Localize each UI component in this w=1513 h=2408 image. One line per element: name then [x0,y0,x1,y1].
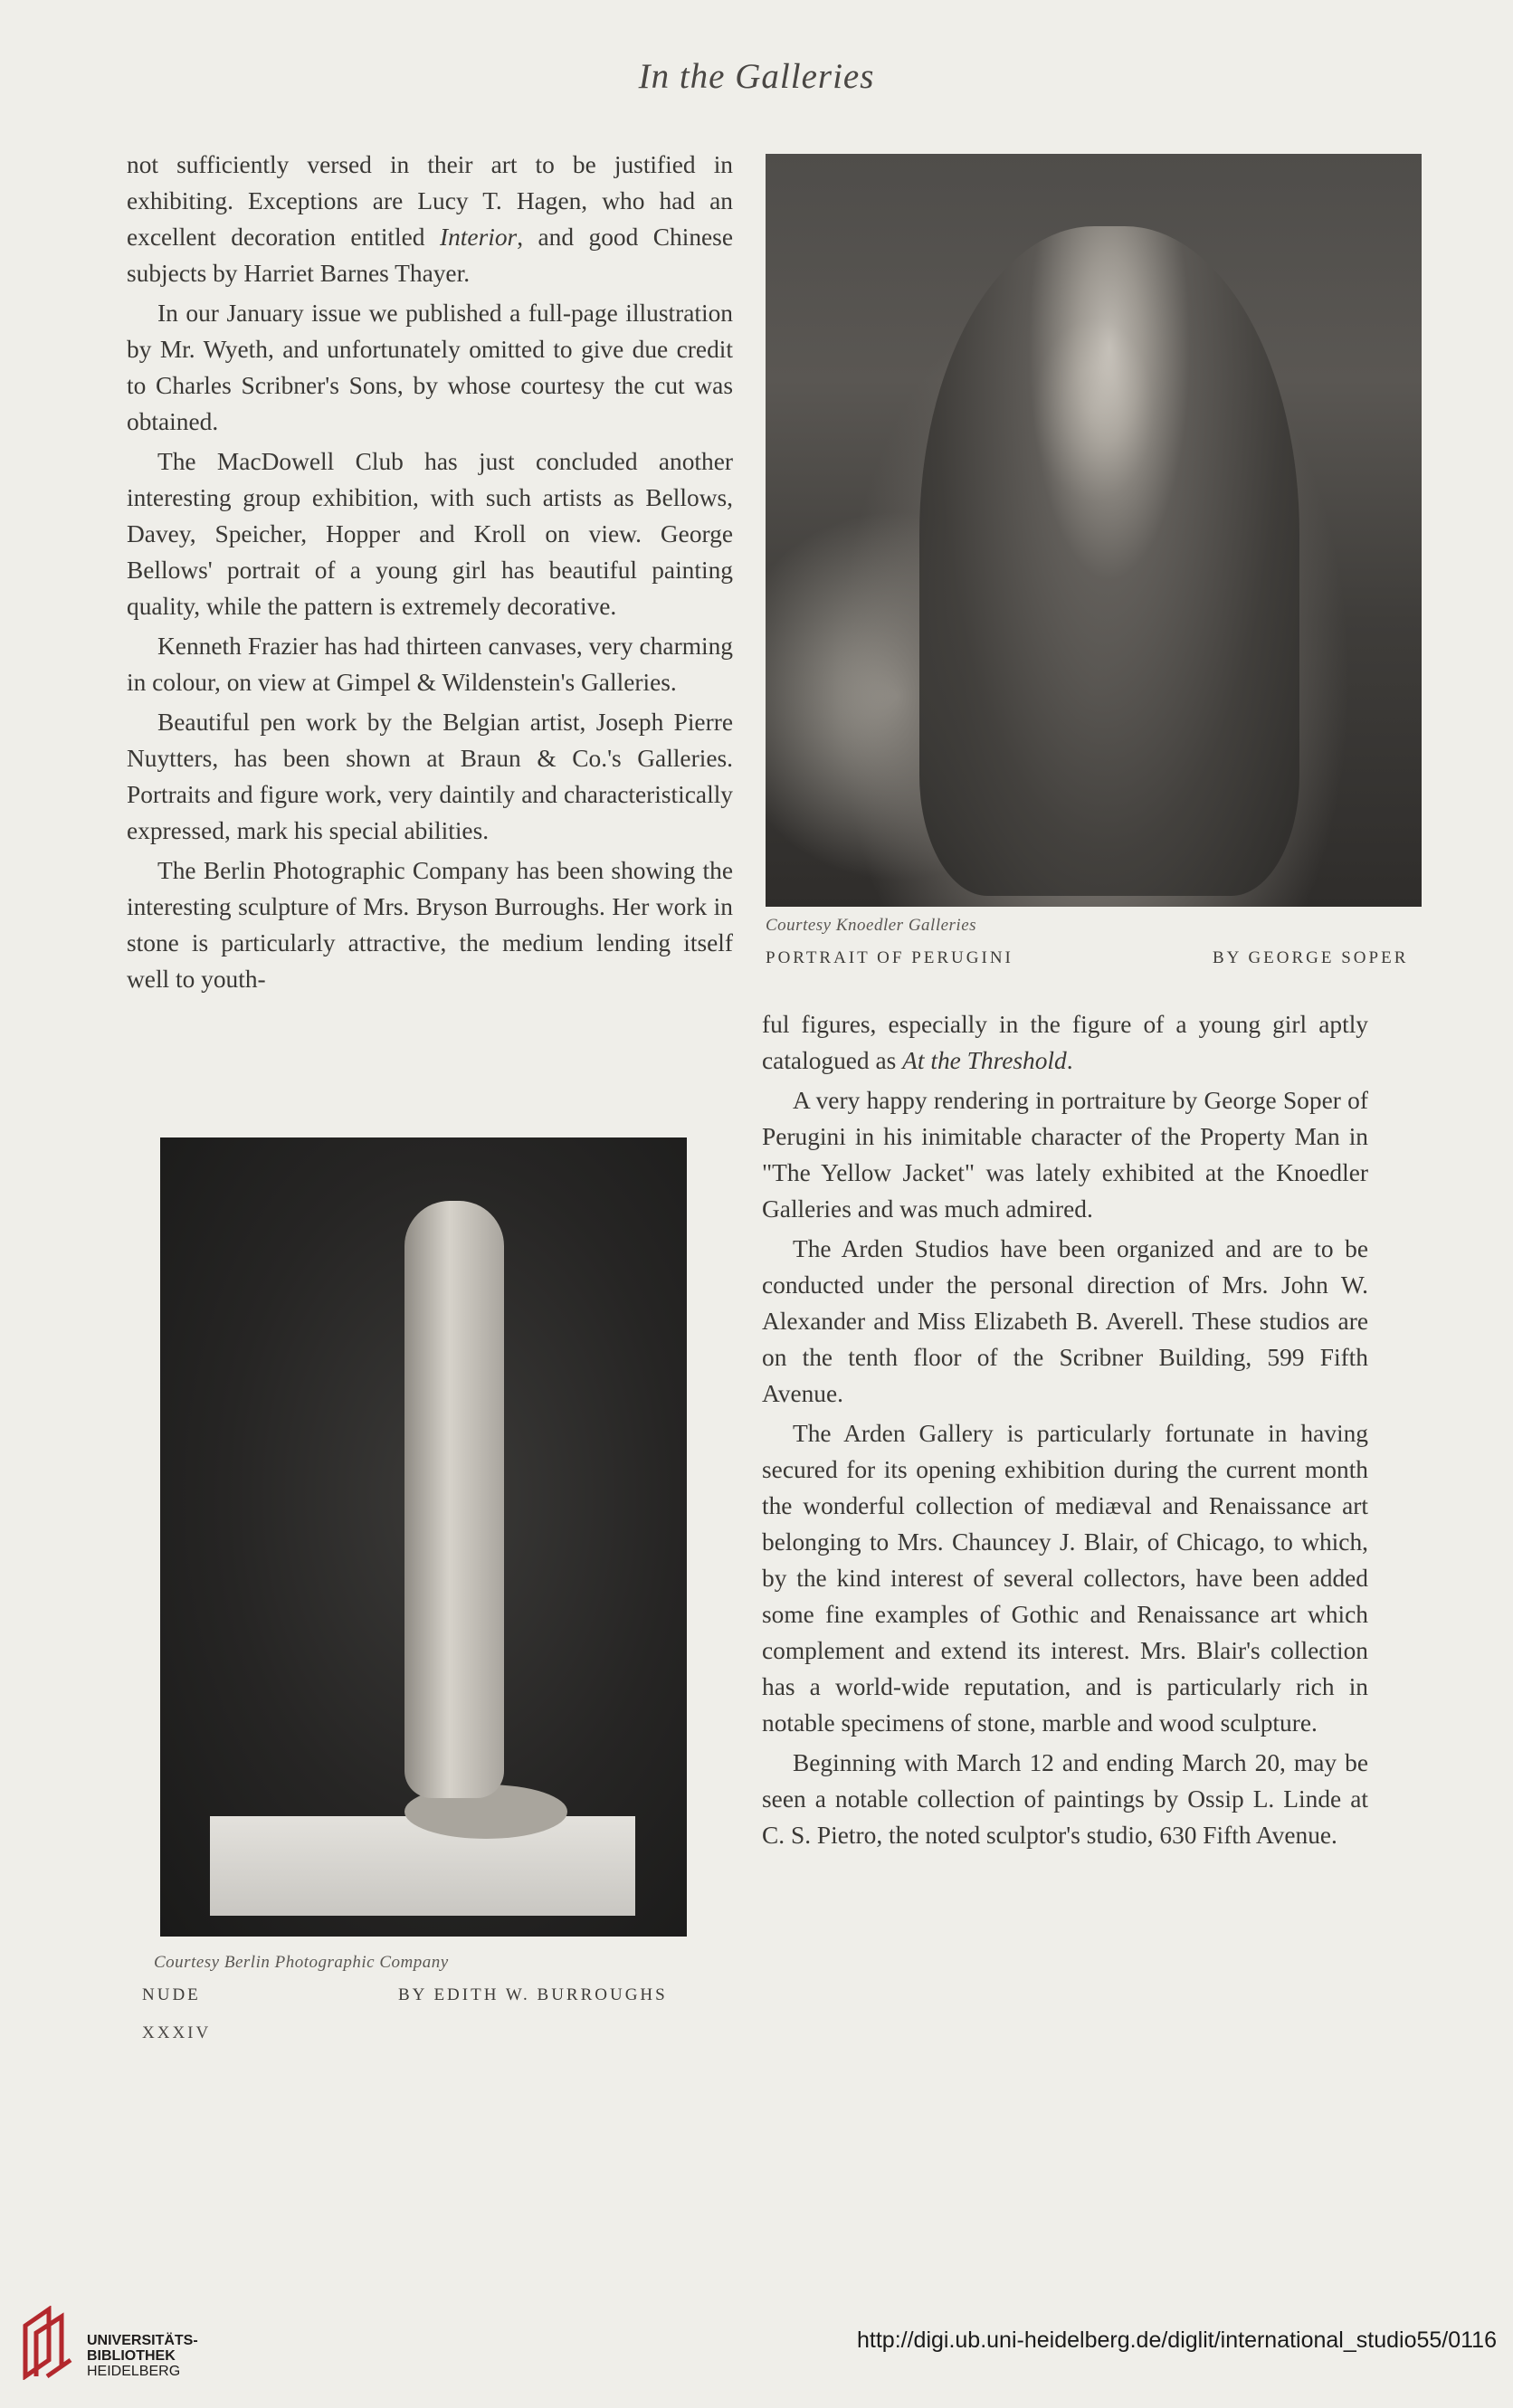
paragraph: The Berlin Photographic Company has been showing the interesting sculpture of Mrs. Bryson Burroughs. Her work in stone is particularly attractive, the medium lending itself well to youth- [127,857,733,993]
paragraph: The MacDowell Club has just concluded another interesting group exhibition, with such artists as Bellows, Davey, Speicher, Hopper and Kroll on view. George Bellows' portrait of a young girl has beautiful painting quality, while the pattern is extremely decorative. [127,448,733,620]
logo-line: UNIVERSITÄTS- [87,2333,198,2348]
logo-line: BIBLIOTHEK [87,2348,176,2364]
photo-caption-title-right: PORTRAIT OF PERUGINI [766,948,1013,967]
artwork-title: Interior [439,224,518,251]
portrait-photo [766,154,1422,907]
portrait-figure [919,226,1299,896]
right-column [762,1006,1368,1853]
paragraph: The Arden Studios have been organized and are to be conducted under the personal direction of Mrs. John W. Alexander and Miss Elizabeth B. Averell. These studios are on the tenth floor of the Scribner Building, 599 Fifth Avenue. [762,1235,1368,1407]
paragraph: The Arden Gallery is particularly fortunate in having secured for its opening exhibition during the current month the wonderful collection of mediæval and Renaissance art belonging to Mrs. Chauncey J. Blair, of Chicago, to which, by the kind interest of several collectors, have been added some fine examples of Gothic and Renaissance art which complement and extend its interest. Mrs. Blair's collection has a world-wide reputation, and is particularly rich in notable specimens of stone, marble and wood sculpture. [762,1420,1368,1737]
photo-caption-artist-left: BY EDITH W. BURROUGHS [398,1985,668,2004]
logo-line: HEIDELBERG [87,2364,181,2379]
paragraph: A very happy rendering in portraiture by George Soper of Perugini in his inimitable character of the Property Man in "The Yellow Jacket" was lately exhibited at the Knoedler Galleries and was much admired. [762,1087,1368,1223]
photo-courtesy-left: Courtesy Berlin Photographic Company [154,1953,449,1972]
running-title: In the Galleries [638,57,875,96]
paragraph-text: . [1066,1047,1073,1074]
sculpture-figure [404,1201,504,1798]
paragraph [127,147,733,291]
page-number: XXXIV [142,2023,212,2042]
photo-caption-title-left: NUDE [142,1985,201,2004]
paragraph-text: ful figures, especially in the figure of a young girl aptly catalogued as [762,1011,1368,1074]
library-logo-icon [18,2306,74,2380]
artwork-title: At the Threshold [902,1047,1067,1074]
paragraph: In our January issue we published a full-page illustration by Mr. Wyeth, and unfortunately omitted to give due credit to Charles Scribner's Sons, by whose courtesy the cut was obtained. [127,300,733,435]
paragraph: Beautiful pen work by the Belgian artist, Joseph Pierre Nuytters, has been shown at Braun & Co.'s Galleries. Portraits and figure work, very daintily and characteristically expressed, mark his special abilities. [127,709,733,844]
sculpture-base [210,1816,635,1916]
sculpture-photo [160,1137,687,1937]
library-logo-text [87,2333,198,2379]
photo-caption-artist-right: BY GEORGE SOPER [1213,948,1409,967]
paragraph: Beginning with March 12 and ending March 20, may be seen a notable collection of paintings by Ossip L. Linde at C. S. Pietro, the noted sculptor's studio, 630 Fifth Avenue. [762,1749,1368,1849]
paragraph-text: , and good Chinese subjects by Harriet Barnes Thayer. [127,224,733,287]
paragraph [762,1006,1368,1079]
paragraph-text: not sufficiently versed in their art to be justified in exhibiting. Exceptions are Lucy T. Hagen, who had an excellent decoration entitled [127,151,733,251]
photo-courtesy-right: Courtesy Knoedler Galleries [766,916,977,935]
paragraph: Kenneth Frazier has had thirteen canvases, very charming in colour, on view at Gimpel & Wildenstein's Galleries. [127,633,733,696]
source-url[interactable]: http://digi.ub.uni-heidelberg.de/diglit/international_studio55/0116 [857,2327,1497,2353]
left-column [127,147,733,997]
